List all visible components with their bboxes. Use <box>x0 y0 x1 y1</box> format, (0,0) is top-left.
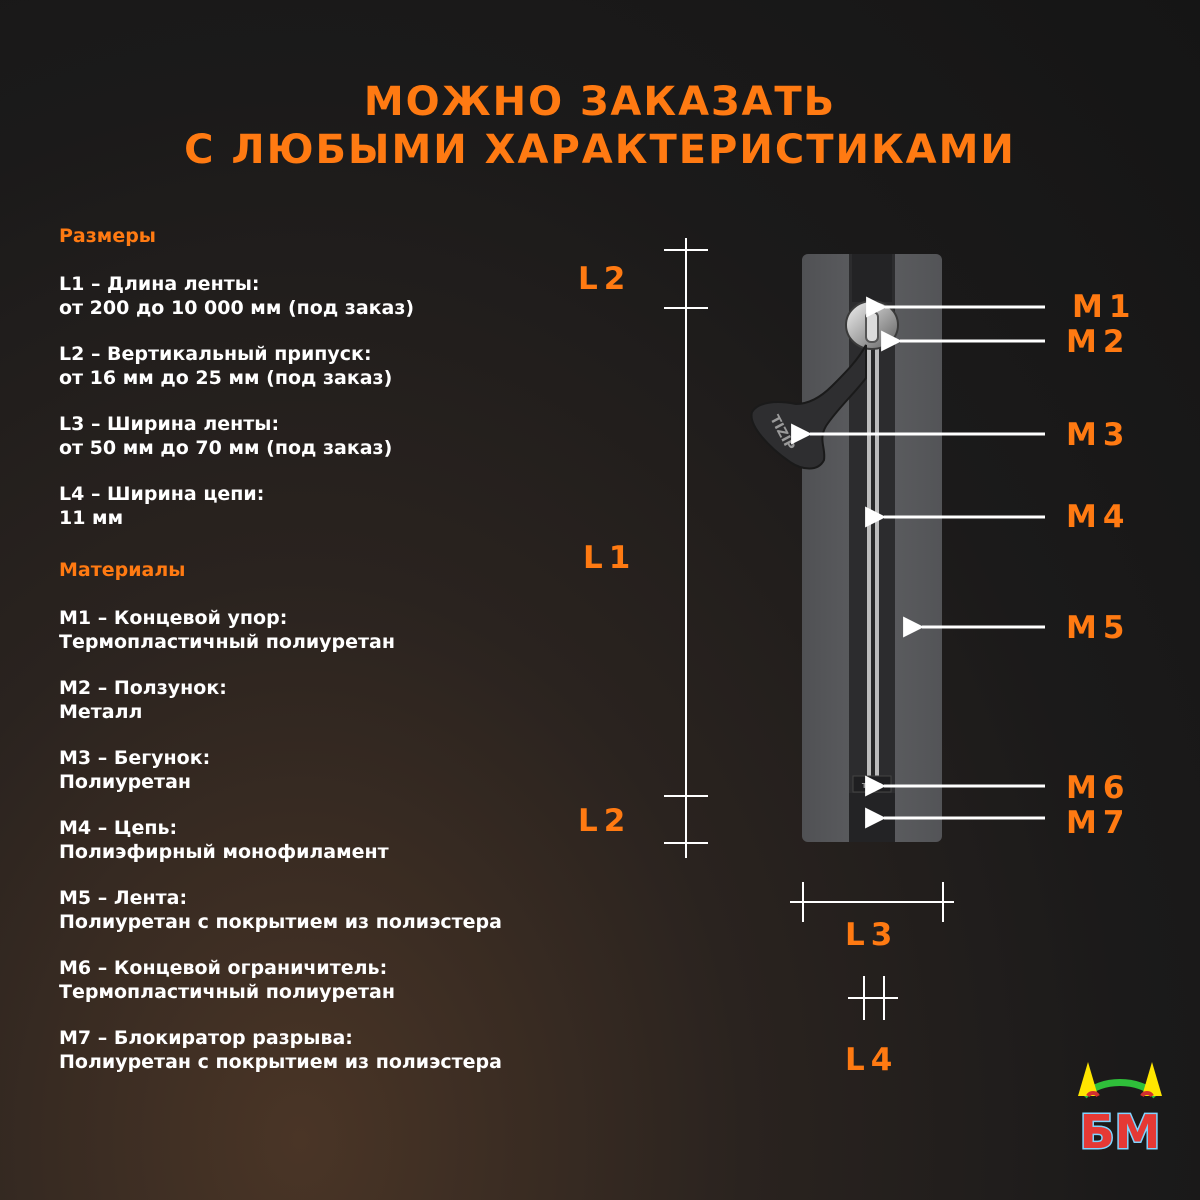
vertical-dimension <box>664 238 708 858</box>
spec-value: Термопластичный полиуретан <box>59 631 396 653</box>
spec-name: M5 – Лента: <box>59 887 188 909</box>
marker-m6: M6 <box>1066 770 1131 806</box>
title-line-1: МОЖНО ЗАКАЗАТЬ <box>363 79 837 125</box>
label-l4: L4 <box>845 1042 899 1078</box>
brand-logo <box>1070 1056 1170 1156</box>
spec-value: Полиуретан <box>59 771 192 793</box>
label-l2-top: L2 <box>578 261 632 297</box>
spec-name: M7 – Блокиратор разрыва: <box>59 1027 353 1049</box>
top-end-stop <box>852 254 892 302</box>
zipper-chain-gap <box>871 330 875 790</box>
spec-value: Термопластичный полиуретан <box>59 981 396 1003</box>
stopper-brand: TIZIP <box>861 782 883 790</box>
marker-m2: M2 <box>1066 324 1131 360</box>
label-l1: L1 <box>583 540 637 576</box>
sizes-heading: Размеры <box>59 225 156 247</box>
marker-m7: M7 <box>1066 805 1131 841</box>
title-line-2: С ЛЮБЫМИ ХАРАКТЕРИСТИКАМИ <box>184 127 1016 173</box>
l3-dimension <box>790 882 954 922</box>
logo-text: БМ <box>1079 1105 1161 1156</box>
label-l3: L3 <box>845 917 899 953</box>
spec-name: M3 – Бегунок: <box>59 747 211 769</box>
l4-dimension <box>848 976 898 1020</box>
spec-name: L1 – Длина ленты: <box>59 273 260 295</box>
marker-m3: M3 <box>1066 417 1131 453</box>
spec-value: Полиуретан с покрытием из полиэстера <box>59 1051 502 1073</box>
spec-value: от 200 до 10 000 мм (под заказ) <box>59 297 415 319</box>
spec-name: M6 – Концевой ограничитель: <box>59 957 388 979</box>
spec-name: M1 – Концевой упор: <box>59 607 288 629</box>
spec-name: L3 – Ширина ленты: <box>59 413 280 435</box>
spec-name: L4 – Ширина цепи: <box>59 483 265 505</box>
marker-m5: M5 <box>1066 610 1131 646</box>
spec-name: M4 – Цепь: <box>59 817 178 839</box>
spec-name: M2 – Ползунок: <box>59 677 227 699</box>
marker-m4: M4 <box>1066 499 1131 535</box>
spec-value: от 16 мм до 25 мм (под заказ) <box>59 367 393 389</box>
spec-value: Металл <box>59 701 143 723</box>
spec-value: Полиэфирный монофиламент <box>59 841 389 863</box>
marker-m1: M1 <box>1072 289 1137 325</box>
spec-value: Полиуретан с покрытием из полиэстера <box>59 911 502 933</box>
spec-value: от 50 мм до 70 мм (под заказ) <box>59 437 393 459</box>
spec-name: L2 – Вертикальный припуск: <box>59 343 372 365</box>
materials-heading: Материалы <box>59 559 186 581</box>
puller-brand: TIZIP <box>766 412 798 453</box>
label-l2-bottom: L2 <box>578 803 632 839</box>
spec-value: 11 мм <box>59 507 124 529</box>
